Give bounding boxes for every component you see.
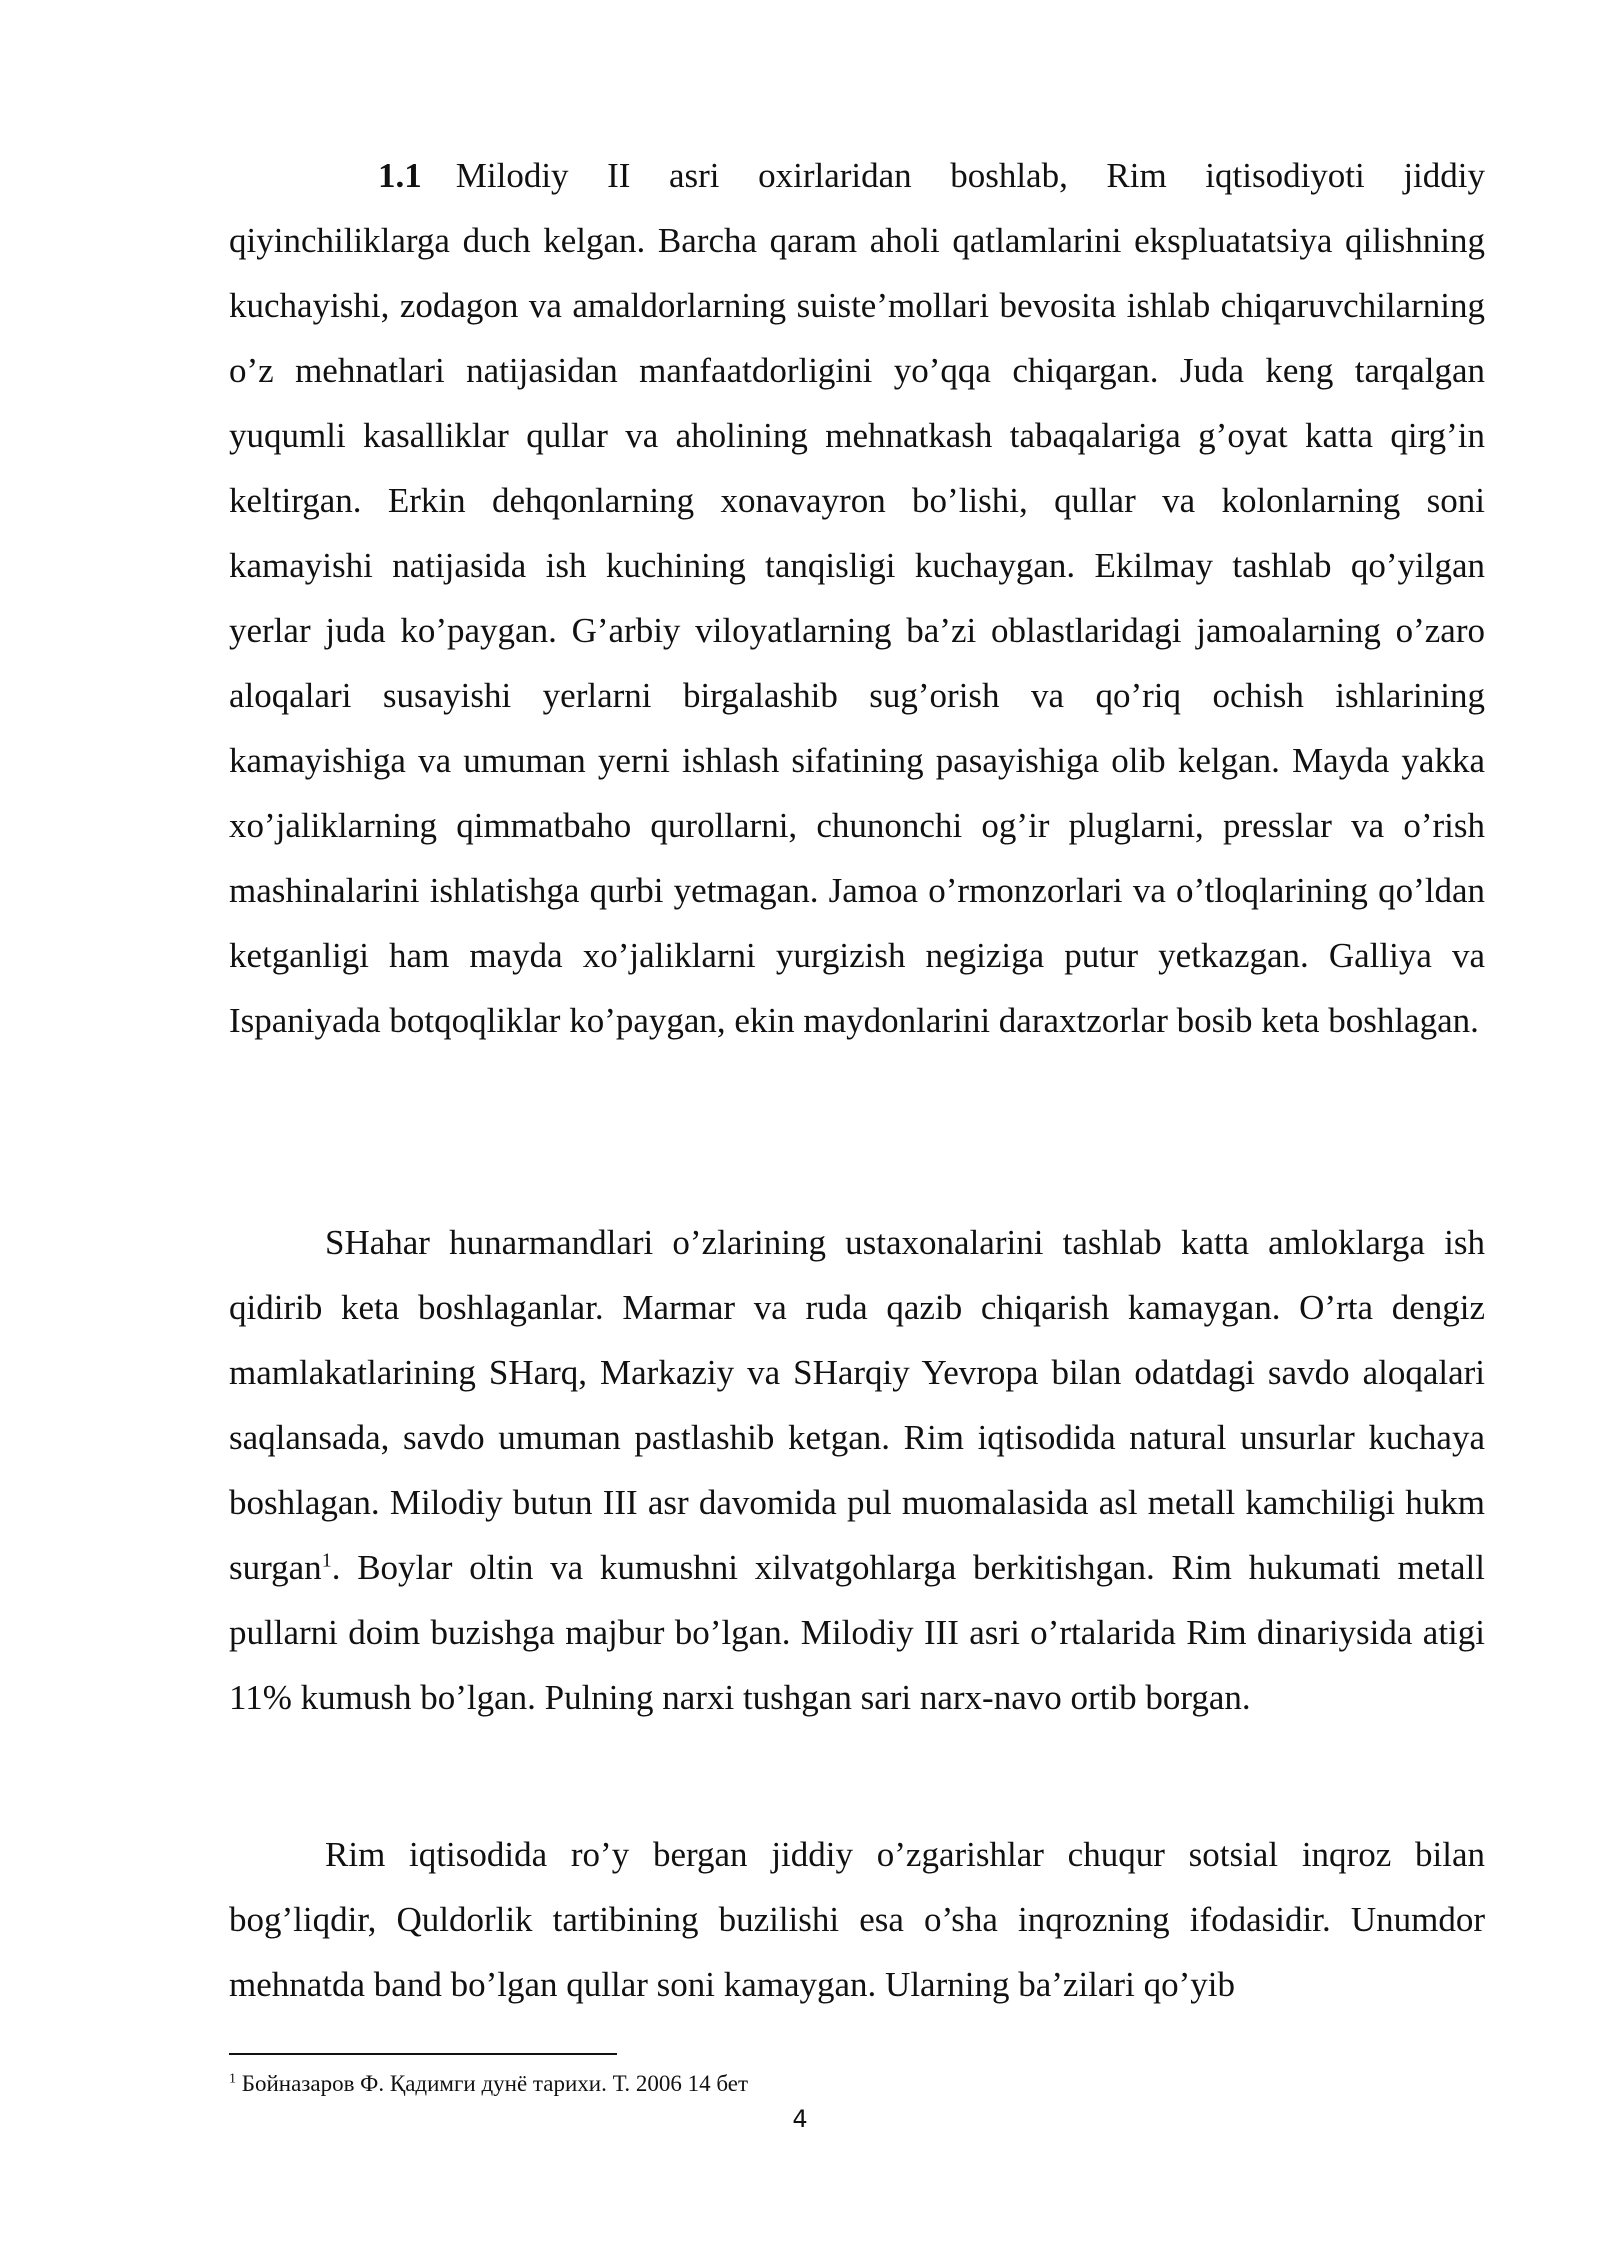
paragraph-2-text-before-ref: SHahar hunarmandlari o’zlarining ustaxonalarini tashlab katta amloklarga ish qidirib keta boshlaganlar. Marmar va ruda qazib chiqarish kamaygan. O’rta dengiz mamlakatlarining SHarq, Markaziy va SHarqiy Yevropa bilan odatdagi savdo aloqalari saqlansada, savdo umuman pastlashib ketgan. Rim iqtisodida natural unsurlar kuchaya boshlagan. Milodiy butun III asr davomida pul muomalasida asl metall kamchiligi hukm surgan [229,1223,1485,1587]
paragraph-1 [229,143,1485,1053]
section-number: 1.1 [378,156,422,195]
footnote-text: Бойназаров Ф. Қадимги дунё тарихи. Т. 2006 14 бет [236,2071,748,2096]
footnote-marker: 1 [229,2071,236,2087]
paragraph-3 [229,1822,1485,2017]
footnote [229,2067,1485,2101]
paragraph-2-text-after-ref: . Boylar oltin va kumushni xilvatgohlarga berkitishgan. Rim hukumati metall pullarni doim buzishga majbur bo’lgan. Milodiy III asri o’rtalarida Rim dinariysida atigi 11% kumush bo’lgan. Pulning narxi tushgan sari narx-navo ortib borgan. [229,1548,1485,1717]
page-number: 4 [792,2105,808,2133]
footnote-reference: 1 [321,1549,332,1572]
paragraph-2 [229,1210,1485,1730]
footnote-separator [229,2053,617,2055]
paragraph-1-text: Milodiy II asri oxirlaridan boshlab, Rim iqtisodiyoti jiddiy qiyinchiliklarga duch kelgan. Barcha qaram aholi qatlamlarini ekspluatatsiya qilishning kuchayishi, zodagon va amaldorlarning suiste’mollari bevosita ishlab chiqaruvchilarning o’z mehnatlari natijasidan manfaatdorligini yo’qqa chiqargan. Juda keng tarqalgan yuqumli kasalliklar qullar va aholining mehnatkash tabaqalariga g’oyat katta qirg’in keltirgan. Erkin dehqonlarning xonavayron bo’lishi, qullar va kolonlarning soni kamayishi natijasida ish kuchining tanqisligi kuchaygan. Ekilmay tashlab qo’yilgan yerlar juda ko’paygan. G’arbiy viloyatlarning ba’zi oblastlaridagi jamoalarning o’zaro aloqalari susayishi yerlarni birgalashib sug’orish va qo’riq ochish ishlarining kamayishiga va umuman yerni ishlash sifatining pasayishiga olib kelgan. Mayda yakka xo’jaliklarning qimmatbaho qurollarni, chunonchi og’ir pluglarni, presslar va o’rish mashinalarini ishlatishga qurbi yetmagan. Jamoa o’rmonzorlari va o’tloqlarining qo’ldan ketganligi ham mayda xo’jaliklarni yurgizish negiziga putur yetkazgan. Galliya va Ispaniyada botqoqliklar ko’paygan, ekin maydonlarini daraxtzorlar bosib keta boshlagan. [229,156,1485,1040]
paragraph-3-text: Rim iqtisodida ro’y bergan jiddiy o’zgarishlar chuqur sotsial inqroz bilan bog’liqdir, Quldorlik tartibining buzilishi esa o’sha inqrozning ifodasidir. Unumdor mehnatda band bo’lgan qullar soni kamaygan. Ularning ba’zilari qo’yib [229,1835,1485,2004]
